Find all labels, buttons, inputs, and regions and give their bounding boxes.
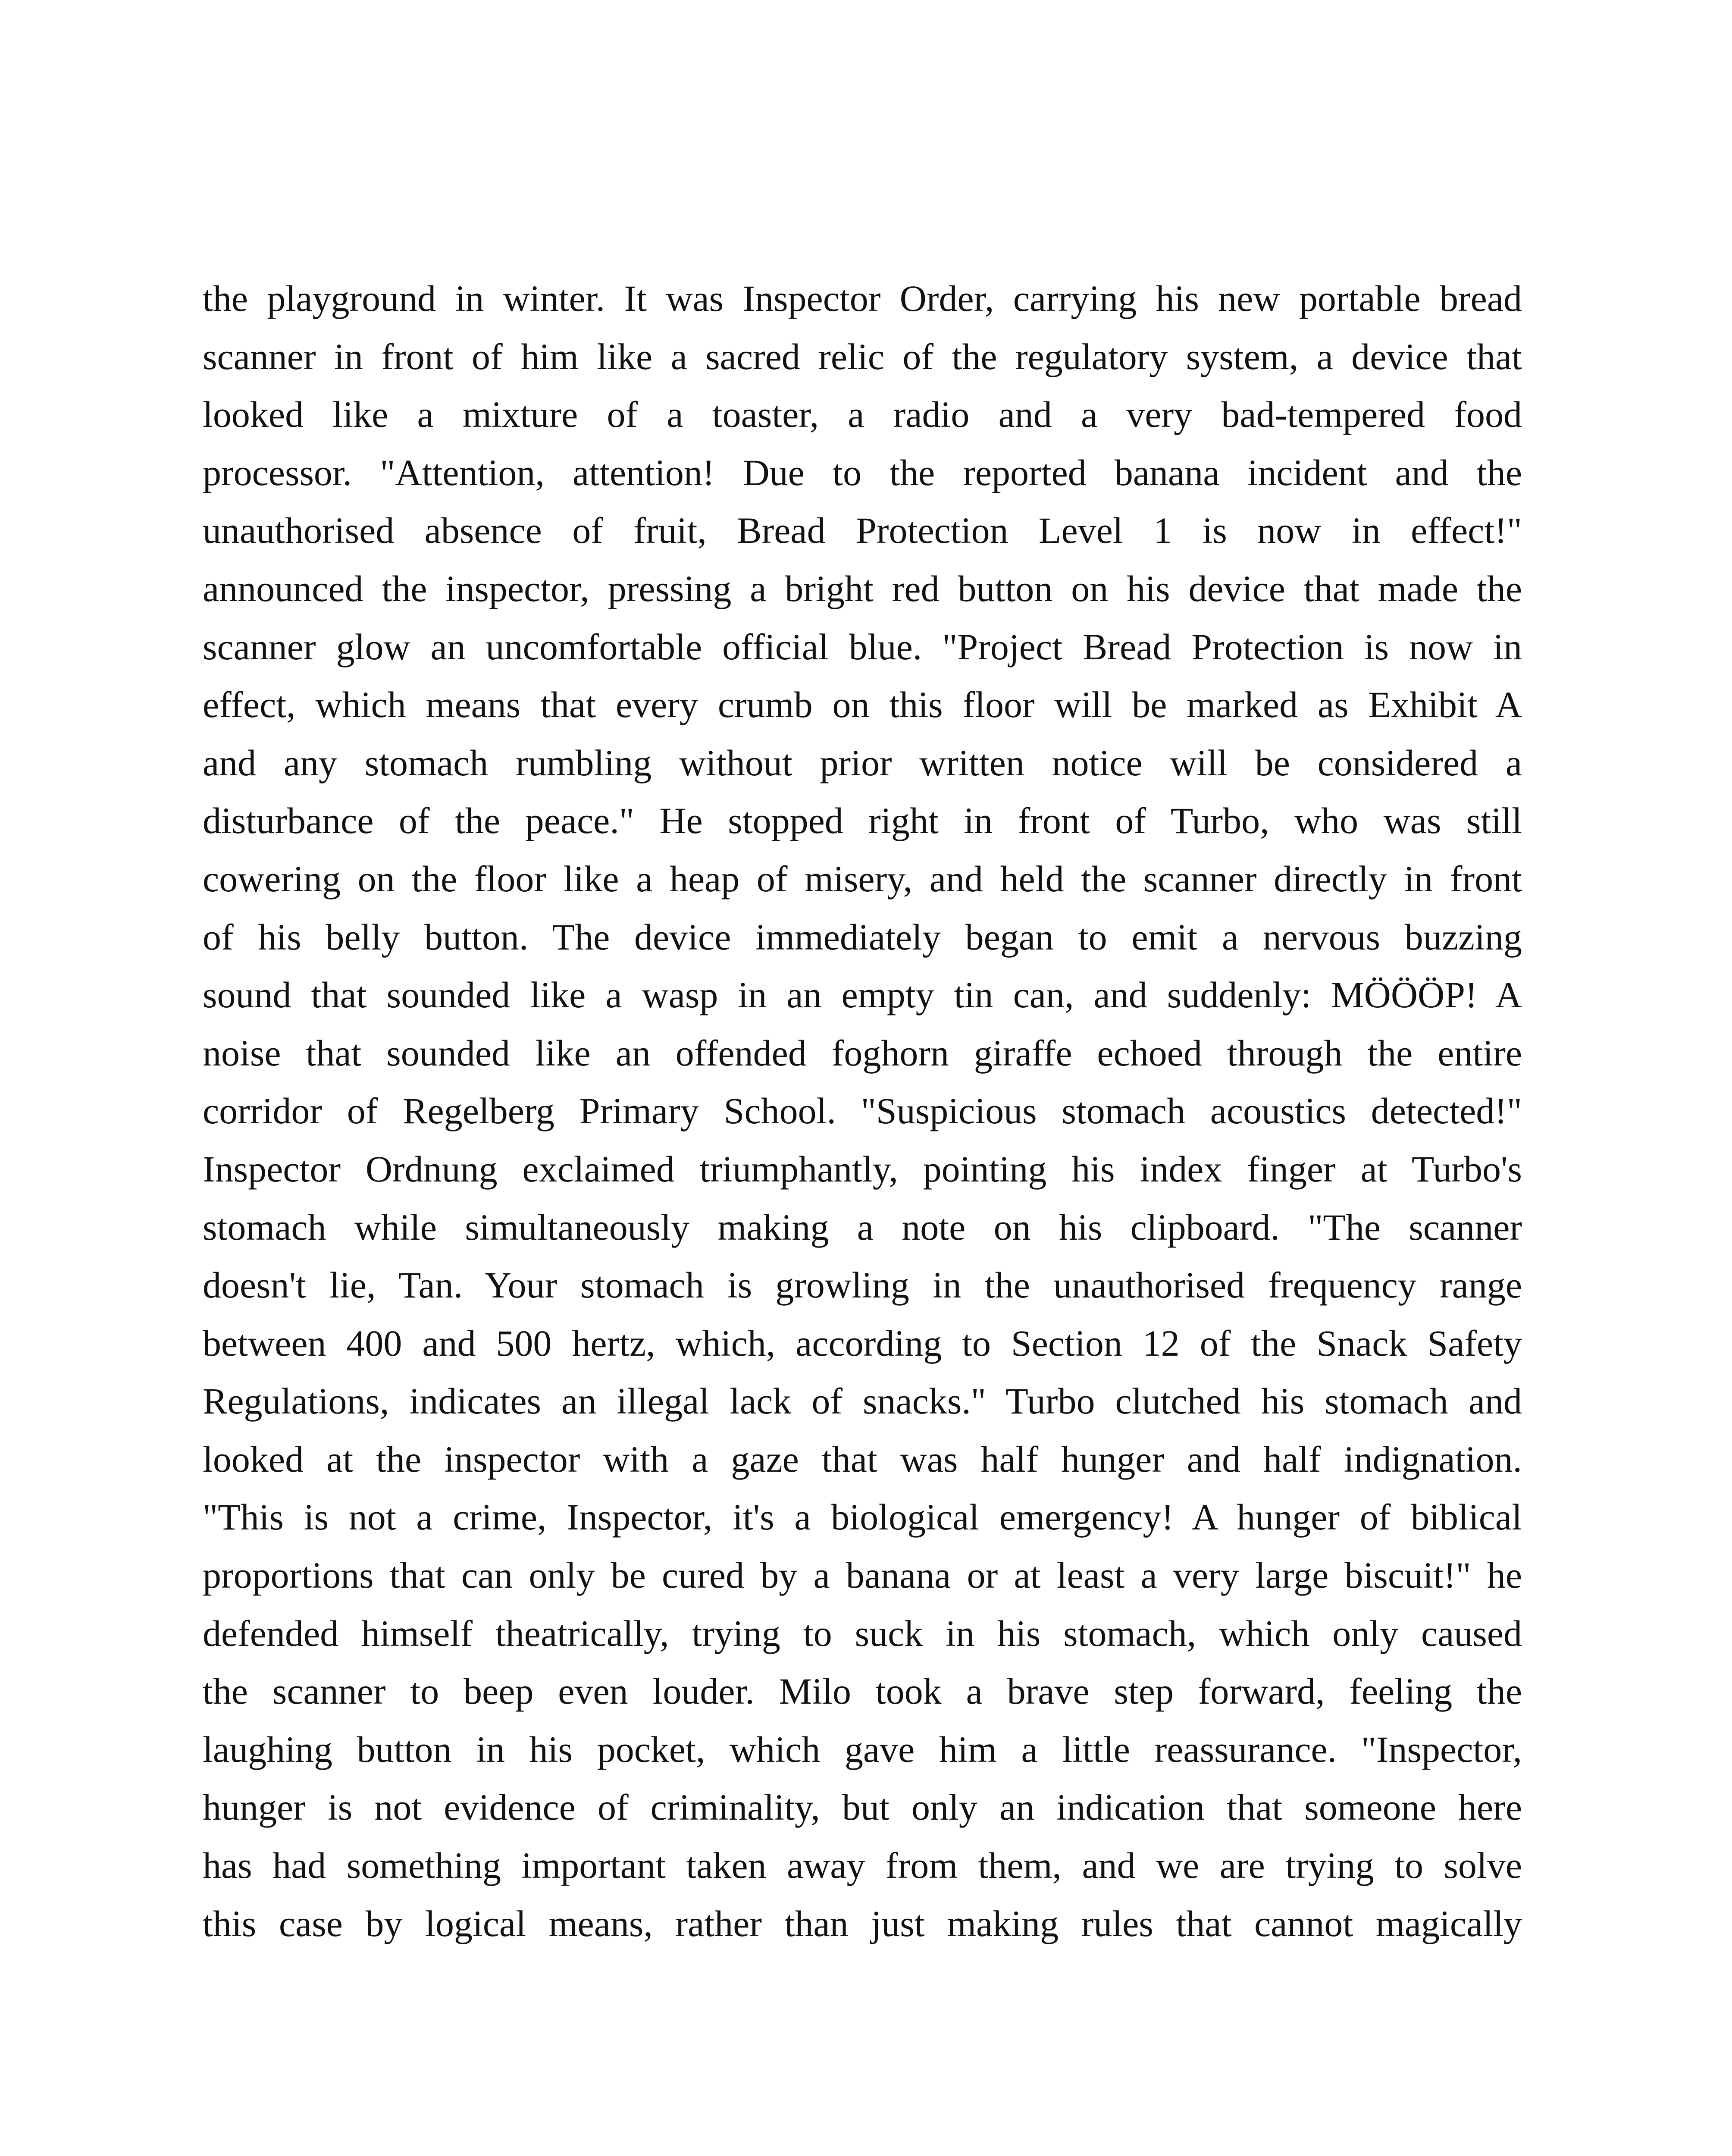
- text-line: proportions that can only be cured by a banana or at least a very large biscuit!" he: [203, 1554, 1522, 1596]
- text-line: disturbance of the peace." He stopped right in front of Turbo, who was still: [203, 800, 1522, 842]
- text-line: hunger is not evidence of criminality, but only an indication that someone here: [203, 1786, 1522, 1828]
- text-line: scanner glow an uncomfortable official blue. "Project Bread Protection is now in: [203, 626, 1522, 667]
- text-line: "This is not a crime, Inspector, it's a biological emergency! A hunger of biblical: [203, 1496, 1522, 1538]
- text-line: the playground in winter. It was Inspector Order, carrying his new portable bread: [203, 278, 1522, 319]
- text-line: corridor of Regelberg Primary School. "Suspicious stomach acoustics detected!": [203, 1090, 1522, 1132]
- text-line: this case by logical means, rather than just making rules that cannot magically: [203, 1902, 1522, 1944]
- text-line: between 400 and 500 hertz, which, according to Section 12 of the Snack Safety: [203, 1322, 1522, 1364]
- text-line: the scanner to beep even louder. Milo took a brave step forward, feeling the: [203, 1670, 1522, 1712]
- text-line: and any stomach rumbling without prior written notice will be considered a: [203, 742, 1522, 783]
- text-line: cowering on the floor like a heap of misery, and held the scanner directly in front: [203, 858, 1522, 899]
- text-line: defended himself theatrically, trying to suck in his stomach, which only caused: [203, 1612, 1522, 1654]
- text-line: doesn't lie, Tan. Your stomach is growling in the unauthorised frequency range: [203, 1264, 1522, 1306]
- text-line: effect, which means that every crumb on this floor will be marked as Exhibit A: [203, 684, 1522, 726]
- text-line: of his belly button. The device immediately began to emit a nervous buzzing: [203, 916, 1522, 958]
- text-line: laughing button in his pocket, which gave him a little reassurance. "Inspector,: [203, 1728, 1522, 1770]
- text-line: looked at the inspector with a gaze that was half hunger and half indignation.: [203, 1438, 1522, 1480]
- text-line: announced the inspector, pressing a bright red button on his device that made the: [203, 567, 1522, 609]
- text-line: has had something important taken away from them, and we are trying to solve: [203, 1845, 1522, 1887]
- text-line: looked like a mixture of a toaster, a radio and a very bad-tempered food: [203, 394, 1522, 436]
- text-line: processor. "Attention, attention! Due to the reported banana incident and the: [203, 451, 1522, 493]
- text-line: stomach while simultaneously making a note on his clipboard. "The scanner: [203, 1206, 1522, 1248]
- text-line: scanner in front of him like a sacred relic of the regulatory system, a device that: [203, 335, 1522, 377]
- text-line: noise that sounded like an offended foghorn giraffe echoed through the entire: [203, 1032, 1522, 1074]
- text-line: Inspector Ordnung exclaimed triumphantly, pointing his index finger at Turbo's: [203, 1148, 1522, 1190]
- text-line: unauthorised absence of fruit, Bread Protection Level 1 is now in effect!": [203, 510, 1522, 552]
- text-line: Regulations, indicates an illegal lack of snacks." Turbo clutched his stomach and: [203, 1380, 1522, 1422]
- body-text: [203, 270, 1522, 1952]
- text-line: sound that sounded like a wasp in an empty tin can, and suddenly: MÖÖÖP! A: [203, 974, 1522, 1016]
